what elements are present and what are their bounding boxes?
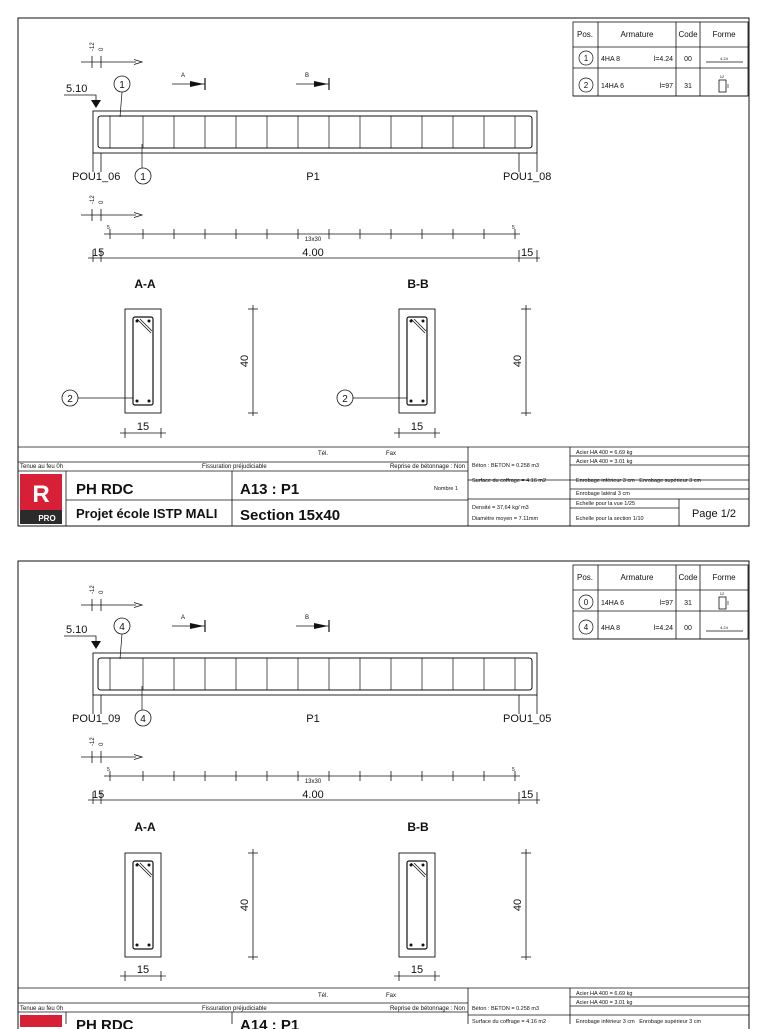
revit-logo bbox=[20, 1015, 62, 1027]
section-a-title: A-A bbox=[134, 820, 156, 834]
stirrup-shape-icon bbox=[719, 597, 726, 609]
dim-right-label: 15 bbox=[521, 247, 534, 259]
elevation-leader bbox=[64, 636, 96, 645]
pouring-joint: Reprise de bétonnage : Non bbox=[389, 464, 465, 470]
row-shape-label: 4.24 bbox=[720, 56, 728, 61]
row-length: l=4.24 bbox=[653, 56, 673, 63]
section-b-title: B-B bbox=[407, 820, 429, 834]
section-a-width-label: 15 bbox=[136, 421, 150, 433]
scale-view: Echelle pour la vue 1/25 bbox=[576, 501, 636, 507]
row-length: l=97 bbox=[659, 83, 673, 90]
section-b-height-label: 40 bbox=[512, 898, 524, 912]
row-code: 00 bbox=[684, 625, 692, 632]
cracking-class: Fissuration préjudiciable bbox=[202, 464, 267, 470]
position-bubble-label: 1 bbox=[119, 80, 125, 91]
section-a-width-label: 15 bbox=[136, 964, 150, 976]
element-name: A13 : P1 bbox=[240, 481, 300, 498]
table-header-armature: Armature bbox=[620, 573, 654, 582]
stirrup-shape-icon bbox=[719, 80, 726, 92]
beam-elevation bbox=[93, 653, 537, 714]
concrete-volume: Béton : BETON = 0.258 m3 bbox=[472, 463, 540, 469]
level-marker bbox=[81, 209, 142, 221]
level-name: PH RDC bbox=[76, 481, 134, 498]
sheet-1 bbox=[18, 18, 749, 526]
steel-weight-1: Acier HA 400 = 6.69 kg bbox=[576, 450, 633, 456]
dim-left-label: 15 bbox=[92, 247, 105, 259]
section-mark-a-label: A bbox=[180, 615, 186, 621]
fax-label: Fax bbox=[386, 993, 397, 999]
section-b-width-label: 15 bbox=[410, 421, 424, 433]
row-armature: 4HA 8 bbox=[601, 625, 621, 632]
steel-weight-1: Acier HA 400 = 6.69 kg bbox=[576, 991, 633, 997]
table-row bbox=[579, 74, 728, 92]
logo-pro: PRO bbox=[38, 514, 56, 523]
fire-rating: Tenue au feu 0h bbox=[20, 1006, 64, 1012]
table-header-pos: Pos. bbox=[576, 573, 594, 582]
row-length: l=97 bbox=[659, 600, 673, 607]
dim-span-label: 4.00 bbox=[302, 247, 324, 259]
position-bubble-label: 4 bbox=[119, 622, 125, 633]
cover-top-bottom: Enrobage inférieur 3 cm Enrobage supérieur 3 cm bbox=[576, 478, 702, 484]
support-left-label: POU1_06 bbox=[72, 171, 121, 183]
beam-elevation bbox=[93, 111, 537, 172]
row-pos: 4 bbox=[583, 623, 589, 632]
stirrup-end-label: 5 bbox=[512, 225, 515, 231]
dim-right-label: 15 bbox=[521, 789, 534, 801]
elevation-label: 5.10 bbox=[66, 624, 88, 636]
project-name: Projet école ISTP MALI bbox=[76, 506, 218, 521]
position-bubble-label: 4 bbox=[140, 714, 146, 725]
row-shape-label: 4.24 bbox=[720, 625, 728, 630]
row-armature: 14HA 6 bbox=[601, 600, 624, 607]
tel-label: Tél. bbox=[318, 451, 329, 457]
row-armature: 14HA 6 bbox=[601, 83, 624, 90]
dim-span-label: 4.00 bbox=[302, 789, 324, 801]
section-mark-b bbox=[296, 73, 329, 90]
level-marker bbox=[81, 751, 142, 763]
table-row bbox=[579, 591, 728, 609]
section-a-height-label: 40 bbox=[239, 898, 251, 912]
level-mark-1: -12 bbox=[90, 195, 96, 204]
section-mark-b bbox=[296, 615, 329, 632]
beam-label: P1 bbox=[306, 713, 320, 725]
section-a-title: A-A bbox=[134, 277, 156, 291]
section-mark-b-label: B bbox=[304, 73, 310, 79]
support-right-label: POU1_08 bbox=[503, 171, 552, 183]
table-row bbox=[579, 620, 743, 634]
level-marker bbox=[81, 56, 142, 68]
level-name: PH RDC bbox=[76, 1017, 134, 1029]
position-bubble-label: 2 bbox=[342, 394, 348, 405]
stirrup-spacing-label: 13x30 bbox=[304, 237, 322, 243]
table-header-forme: Forme bbox=[712, 30, 736, 39]
level-marker bbox=[81, 599, 142, 611]
stirrup-end-label: 5 bbox=[107, 225, 110, 231]
steel-weight-2: Acier HA 400 = 3.01 kg bbox=[576, 459, 633, 465]
row-shape-label: 12 bbox=[719, 591, 725, 596]
table-row bbox=[579, 51, 743, 65]
stirrup-spacing-label: 13x30 bbox=[304, 779, 322, 785]
page-number: Page 1/2 bbox=[691, 508, 737, 520]
section-a-height-label: 40 bbox=[239, 354, 251, 368]
level-mark-2: 0 bbox=[99, 742, 105, 746]
section-b-title: B-B bbox=[407, 277, 429, 291]
row-pos: 2 bbox=[583, 81, 589, 90]
steel-weight-2: Acier HA 400 = 3.01 kg bbox=[576, 1000, 633, 1006]
section-b-drawing bbox=[399, 853, 435, 957]
mean-diameter: Diamètre moyen = 7.11mm bbox=[472, 516, 539, 522]
cracking-class: Fissuration préjudiciable bbox=[202, 1006, 267, 1012]
row-shape-label: 12 bbox=[719, 74, 725, 79]
section-mark-a-label: A bbox=[180, 73, 186, 79]
revit-logo bbox=[20, 474, 62, 524]
section-mark-a bbox=[172, 73, 205, 90]
row-pos: 1 bbox=[583, 54, 589, 63]
section-name: Section 15x40 bbox=[240, 507, 341, 524]
table-header-armature: Armature bbox=[620, 30, 654, 39]
section-mark-a bbox=[172, 615, 205, 632]
sheet-2 bbox=[18, 561, 749, 1029]
elevation-label: 5.10 bbox=[66, 83, 88, 95]
formwork-area: Surface du coffrage = 4.16 m2 bbox=[472, 1019, 547, 1025]
cover-top-bottom: Enrobage inférieur 3 cm Enrobage supérieur 3 cm bbox=[576, 1019, 702, 1025]
elevation-arrow-icon bbox=[91, 100, 101, 108]
section-b-width-label: 15 bbox=[410, 964, 424, 976]
table-header-code: Code bbox=[678, 30, 698, 39]
level-mark-2: 0 bbox=[99, 200, 105, 204]
element-name: A14 : P1 bbox=[240, 1017, 300, 1029]
section-a-drawing bbox=[125, 309, 161, 413]
cover-side: Enrobage latéral 3 cm bbox=[576, 491, 630, 497]
elevation-arrow-icon bbox=[91, 641, 101, 649]
position-bubble-label: 2 bbox=[67, 394, 73, 405]
level-mark-2: 0 bbox=[99, 47, 105, 51]
section-b-height-label: 40 bbox=[512, 354, 524, 368]
row-code: 31 bbox=[684, 600, 692, 607]
stirrup-end-label: 5 bbox=[107, 767, 110, 773]
scale-section: Echelle pour la section 1/10 bbox=[576, 516, 644, 522]
row-pos: 0 bbox=[583, 598, 589, 607]
logo-letter: R bbox=[32, 481, 50, 508]
row-code: 31 bbox=[684, 83, 692, 90]
row-length: l=4.24 bbox=[653, 625, 673, 632]
level-mark-1: -12 bbox=[90, 585, 96, 594]
element-count: Nombre 1 bbox=[433, 486, 458, 492]
fire-rating: Tenue au feu 0h bbox=[20, 464, 64, 470]
formwork-area: Surface du coffrage = 4.16 m2 bbox=[472, 478, 547, 484]
fax-label: Fax bbox=[386, 451, 397, 457]
level-mark-1: -12 bbox=[90, 42, 96, 51]
row-armature: 4HA 8 bbox=[601, 56, 621, 63]
row-code: 00 bbox=[684, 56, 692, 63]
section-a-drawing bbox=[125, 853, 161, 957]
section-mark-b-label: B bbox=[304, 615, 310, 621]
tel-label: Tél. bbox=[318, 993, 329, 999]
sheet-frame bbox=[18, 18, 749, 526]
stirrup-end-label: 5 bbox=[512, 767, 515, 773]
beam-label: P1 bbox=[306, 171, 320, 183]
dim-left-label: 15 bbox=[92, 789, 105, 801]
pouring-joint: Reprise de bétonnage : Non bbox=[389, 1006, 465, 1012]
support-left-label: POU1_09 bbox=[72, 713, 121, 725]
table-header-forme: Forme bbox=[712, 573, 736, 582]
steel-density: Densité = 37,64 kg/ m3 bbox=[472, 505, 529, 511]
elevation-leader bbox=[64, 95, 96, 104]
position-bubble-label: 1 bbox=[140, 172, 146, 183]
concrete-volume: Béton : BETON = 0.258 m3 bbox=[472, 1006, 540, 1012]
table-header-pos: Pos. bbox=[576, 30, 594, 39]
support-right-label: POU1_05 bbox=[503, 713, 552, 725]
level-mark-1: -12 bbox=[90, 737, 96, 746]
section-b-drawing bbox=[399, 309, 435, 413]
level-mark-2: 0 bbox=[99, 590, 105, 594]
table-header-code: Code bbox=[678, 573, 698, 582]
